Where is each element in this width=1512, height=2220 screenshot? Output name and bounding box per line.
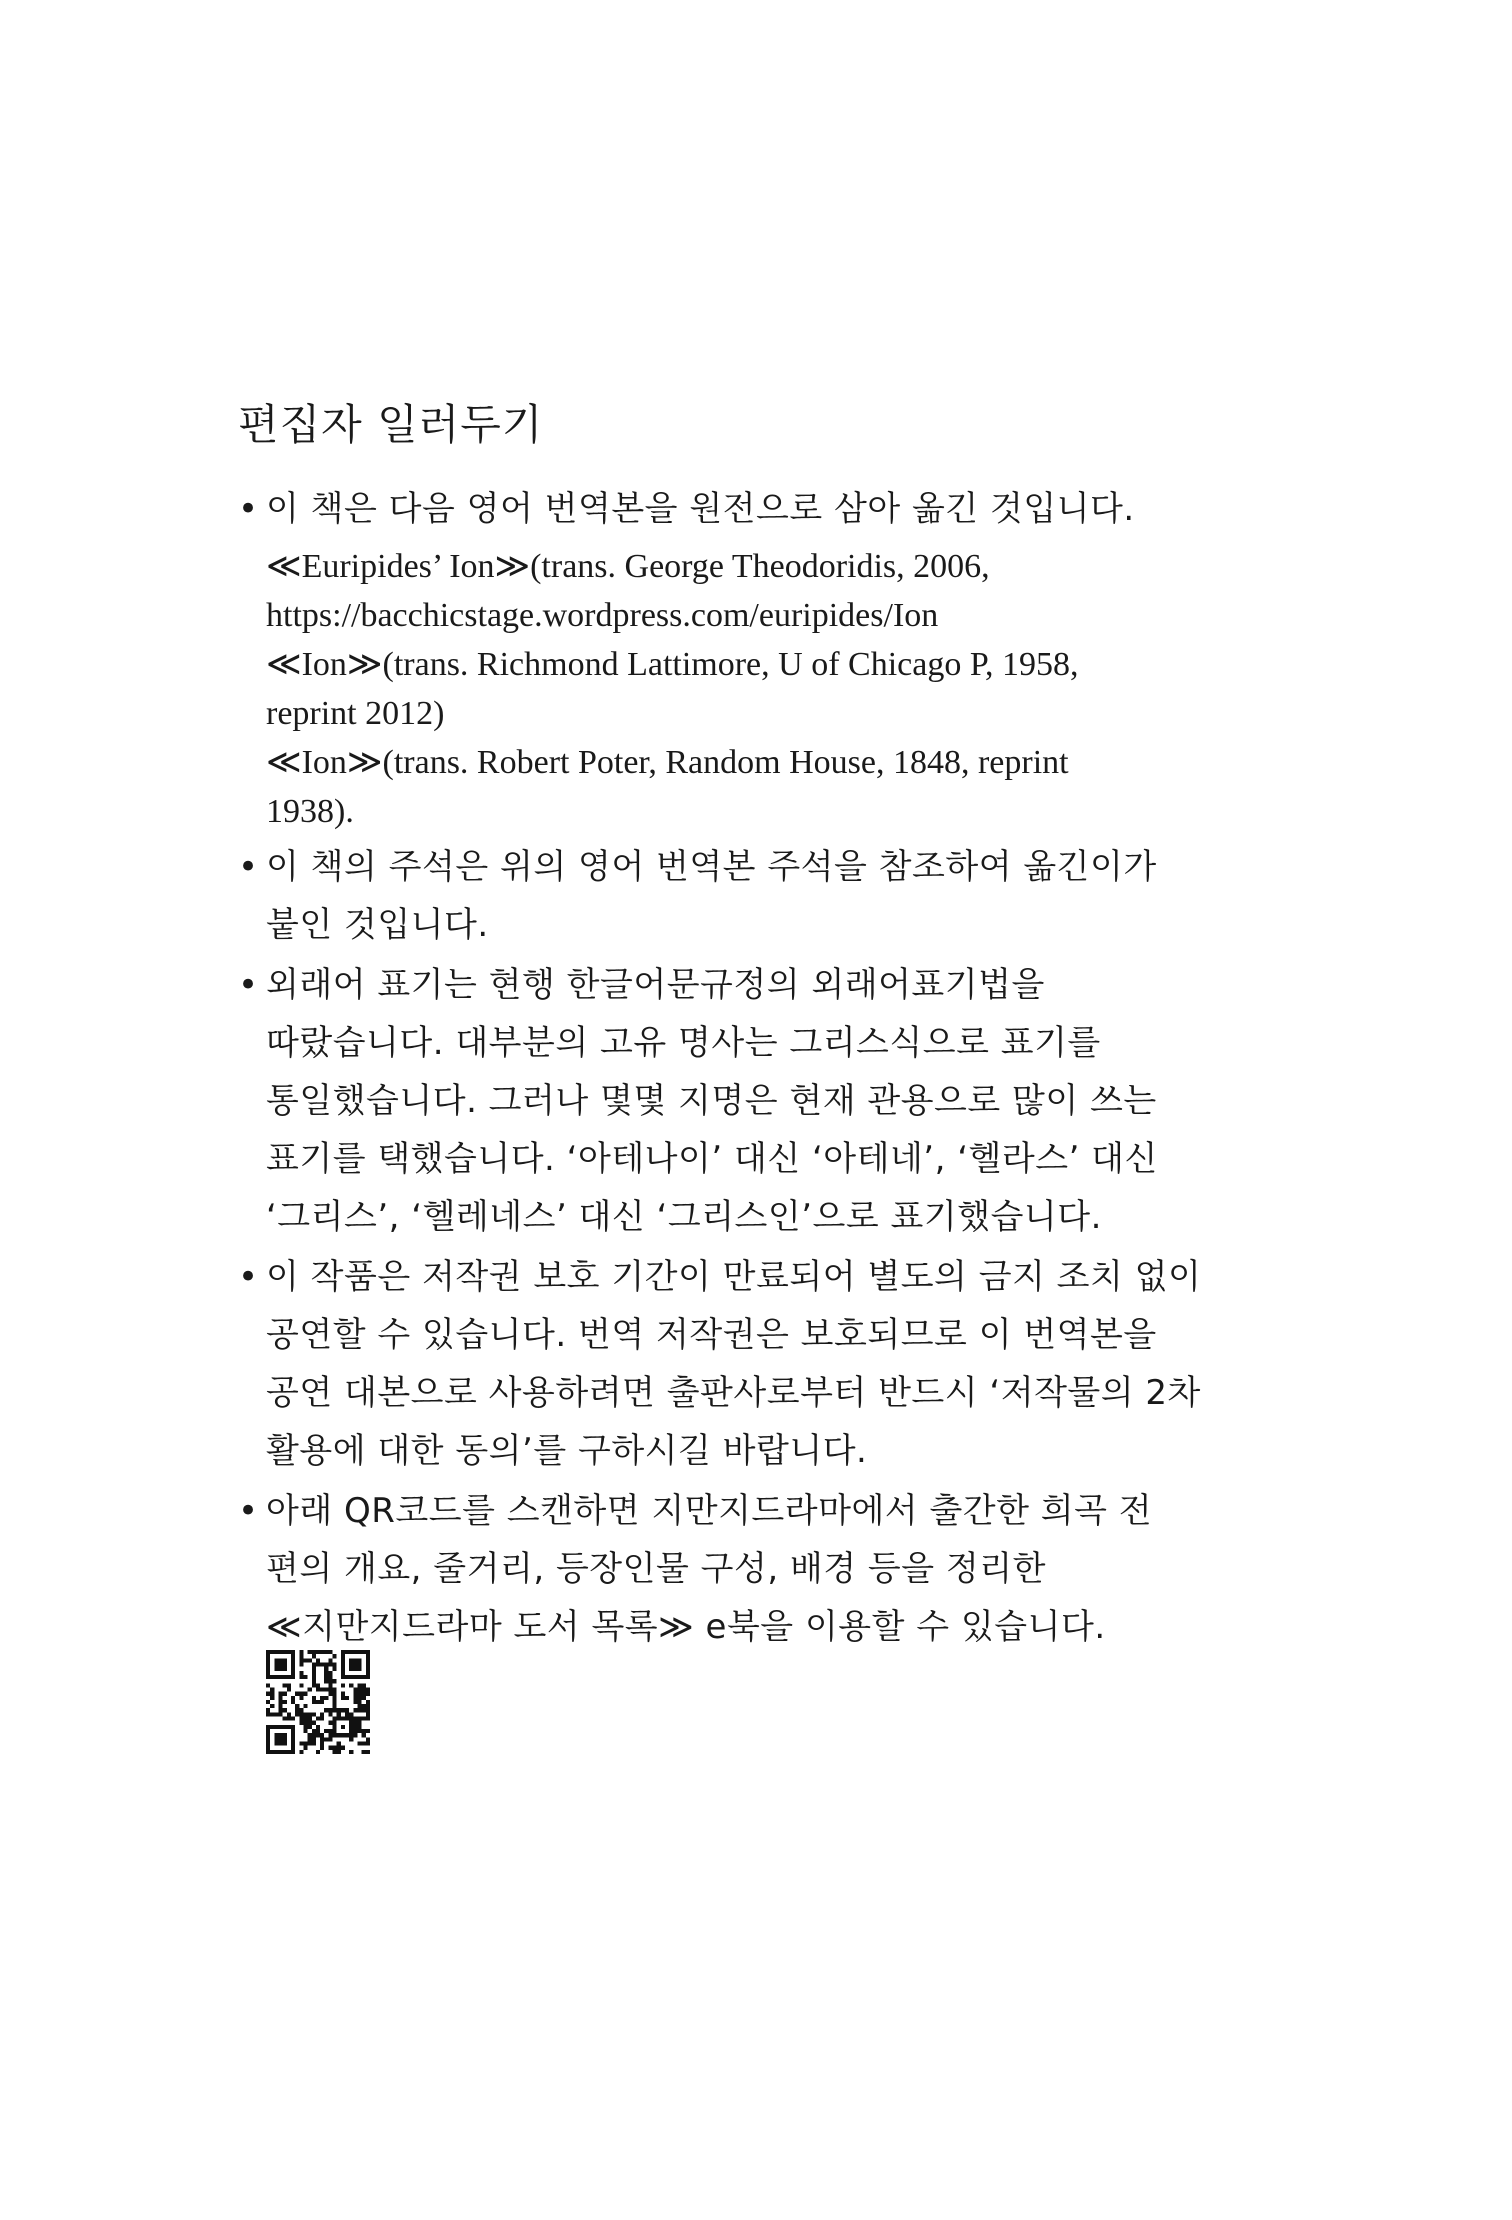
note-line: 붙인 것입니다. (266, 905, 489, 945)
reference-line: ≪Euripides’ Ion≫(trans. George Theodoridis, 2006, (266, 548, 990, 585)
bullet-icon: • (238, 965, 259, 1005)
note-line: ≪지만지드라마 도서 목록≫ e북을 이용할 수 있습니다. (266, 1607, 1106, 1647)
note-line: 이 작품은 저작권 보호 기간이 만료되어 별도의 금지 조치 없이 (266, 1257, 1202, 1297)
note-line: 이 책의 주석은 위의 영어 번역본 주석을 참조하여 옮긴이가 (266, 847, 1157, 887)
note-item-sources (238, 480, 1238, 836)
notes-list (238, 480, 1238, 1658)
bullet-icon: • (238, 1257, 259, 1297)
note-line: 아래 QR코드를 스캔하면 지만지드라마에서 출간한 희곡 전 (266, 1491, 1153, 1531)
note-line: 편의 개요, 줄거리, 등장인물 구성, 배경 등을 정리한 (266, 1549, 1046, 1589)
note-line: 활용에 대한 동의’를 구하시길 바랍니다. (266, 1431, 868, 1471)
note-line: 이 책은 다음 영어 번역본을 원전으로 삼아 옮긴 것입니다. (266, 489, 1135, 529)
bullet-icon: • (238, 1491, 259, 1531)
reference-line: ≪Ion≫(trans. Richmond Lattimore, U of Chicago P, 1958, (266, 646, 1079, 683)
note-line: 외래어 표기는 현행 한글어문규정의 외래어표기법을 (266, 965, 1045, 1005)
note-line: 통일했습니다. 그러나 몇몇 지명은 현재 관용으로 많이 쓰는 (266, 1081, 1157, 1121)
note-item-copyright (238, 1248, 1238, 1480)
reference-line: reprint 2012) (266, 695, 445, 732)
note-item-qr (238, 1482, 1238, 1656)
note-line: 공연할 수 있습니다. 번역 저작권은 보호되므로 이 번역본을 (266, 1315, 1157, 1355)
reference-line: ≪Ion≫(trans. Robert Poter, Random House, 1848, reprint (266, 744, 1069, 781)
note-line: ‘그리스’, ‘헬레네스’ 대신 ‘그리스인’으로 표기했습니다. (266, 1197, 1102, 1237)
reference-url: https://bacchicstage.wordpress.com/euripides/Ion (266, 597, 939, 634)
note-item-annotations (238, 838, 1238, 954)
note-line: 따랐습니다. 대부분의 고유 명사는 그리스식으로 표기를 (266, 1023, 1101, 1063)
note-line: 표기를 택했습니다. ‘아테나이’ 대신 ‘아테네’, ‘헬라스’ 대신 (266, 1139, 1158, 1179)
note-item-transliteration (238, 956, 1238, 1246)
page-title: 편집자 일러두기 (238, 400, 544, 449)
bullet-icon: • (238, 847, 259, 887)
qr-code-icon[interactable] (266, 1650, 370, 1754)
bullet-icon: • (238, 489, 259, 529)
reference-line: 1938). (266, 793, 354, 830)
note-line: 공연 대본으로 사용하려면 출판사로부터 반드시 ‘저작물의 2차 (266, 1373, 1201, 1413)
